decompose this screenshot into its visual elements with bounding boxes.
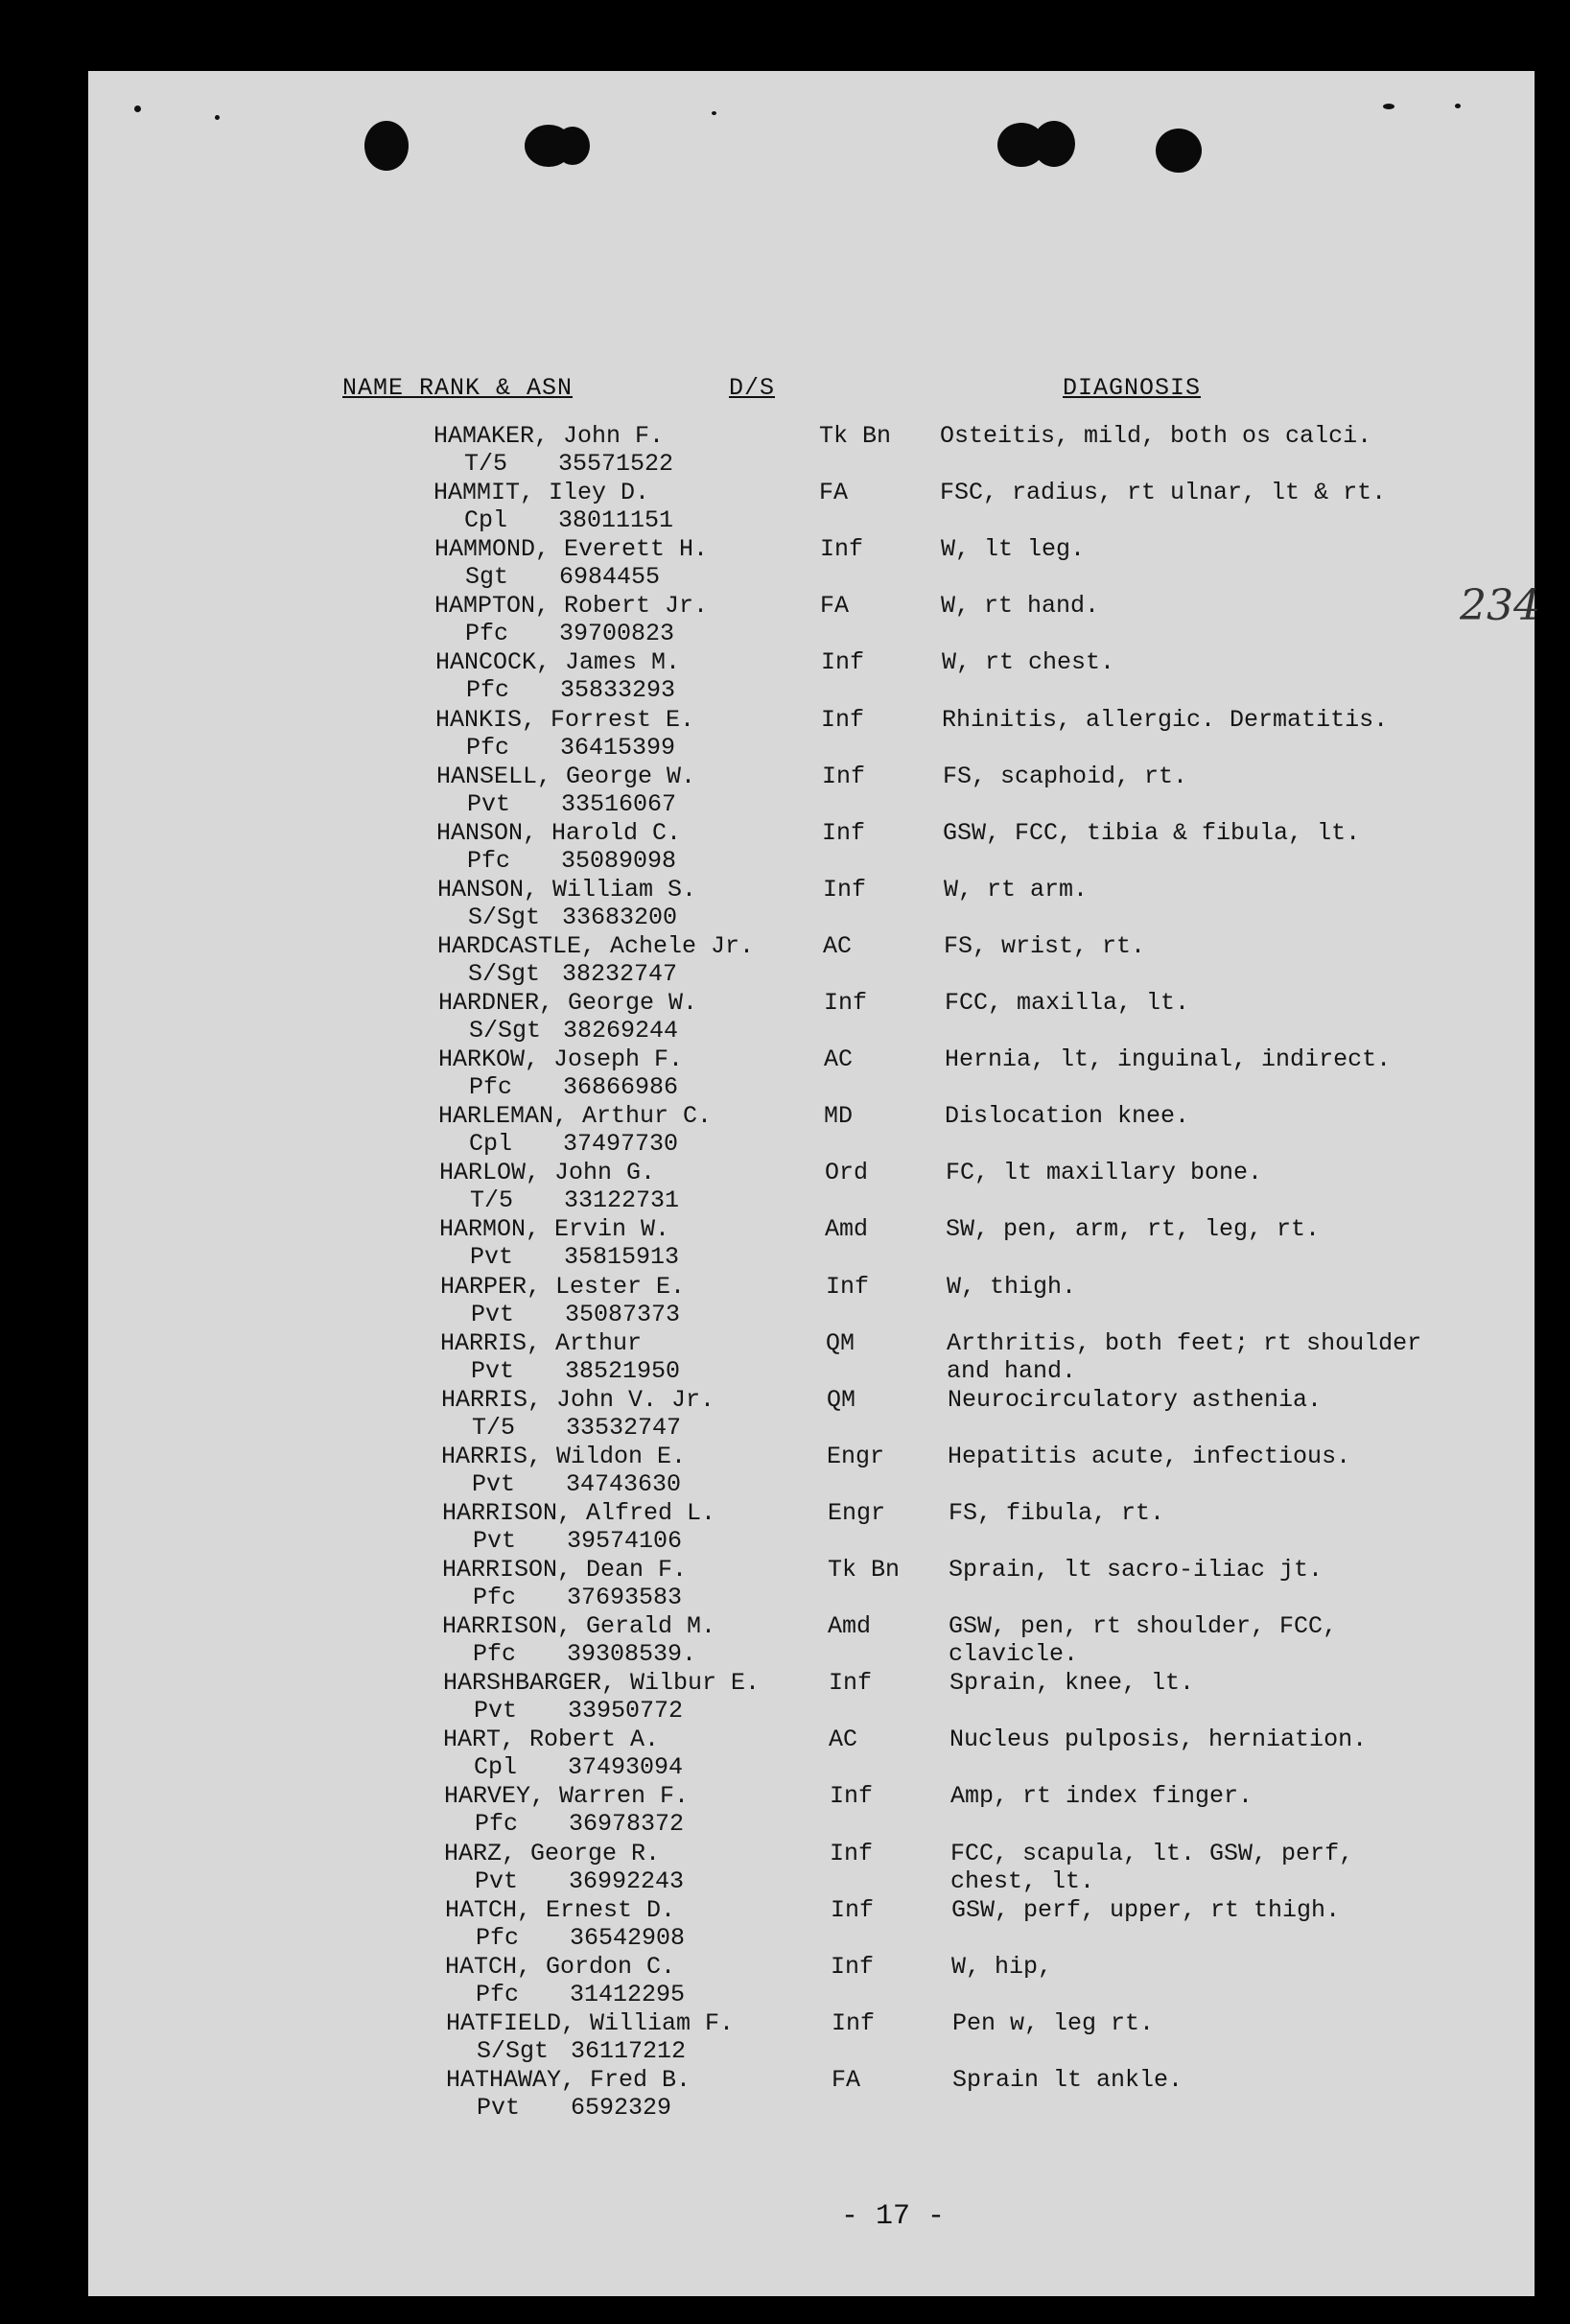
entry-asn: 33516067 (561, 790, 677, 818)
entry-rank: Pvt (475, 1867, 519, 1895)
entry-ds: Inf (820, 535, 864, 563)
header-diagnosis: DIAGNOSIS (1063, 374, 1202, 402)
entry-name: HANCOCK, James M. (435, 648, 681, 676)
entry-rank: Pvt (471, 1301, 515, 1328)
table-row (88, 2009, 1535, 2066)
entry-rank: T/5 (470, 1186, 514, 1214)
entry-ds: Ord (825, 1159, 869, 1186)
entry-diagnosis: Dislocation knee. (945, 1102, 1190, 1130)
table-row (88, 1273, 1535, 1329)
entry-rank: T/5 (472, 1414, 516, 1442)
entry-rank: Pvt (470, 1243, 514, 1271)
entry-asn: 35087373 (565, 1301, 681, 1328)
entry-rank: T/5 (464, 450, 508, 478)
entry-asn: 35089098 (561, 847, 677, 875)
table-row (88, 1045, 1535, 1102)
entry-diagnosis: W, rt hand. (941, 592, 1100, 620)
entry-name: HARRISON, Gerald M. (442, 1612, 716, 1640)
entry-ds: Inf (832, 2009, 876, 2037)
entry-rank: Cpl (469, 1130, 513, 1158)
table-row (88, 819, 1535, 876)
entry-rank: Pfc (469, 1073, 513, 1101)
entry-name: HATFIELD, William F. (446, 2009, 735, 2037)
entry-asn: 33683200 (562, 904, 678, 931)
entry-asn: 38011151 (558, 506, 674, 534)
entry-ds: FA (832, 2066, 861, 2094)
entry-ds: Inf (822, 763, 866, 790)
entry-diagnosis: FS, wrist, rt. (944, 932, 1146, 960)
entry-diagnosis: W, thigh. (947, 1273, 1077, 1301)
punch-hole (555, 127, 590, 165)
entry-name: HARDNER, George W. (438, 989, 698, 1017)
table-row (88, 1669, 1535, 1725)
entry-name: HAMMIT, Iley D. (434, 479, 650, 506)
entry-asn: 39308539. (567, 1640, 697, 1668)
entry-name: HATCH, Ernest D. (445, 1896, 676, 1924)
entry-asn: 36542908 (570, 1924, 686, 1952)
entry-name: HARDCASTLE, Achele Jr. (437, 932, 755, 960)
entry-diagnosis: Hernia, lt, inguinal, indirect. (945, 1045, 1392, 1073)
table-row (88, 1102, 1535, 1159)
entry-rank: Pvt (473, 1527, 517, 1555)
entry-ds: MD (824, 1102, 854, 1130)
table-row (88, 1215, 1535, 1272)
entry-diagnosis: Sprain, knee, lt. (949, 1669, 1195, 1697)
entry-diagnosis: Osteitis, mild, both os calci. (940, 422, 1372, 450)
entry-rank: Pvt (474, 1697, 518, 1725)
entry-asn: 37497730 (563, 1130, 679, 1158)
entry-name: HARRIS, Arthur (440, 1329, 643, 1357)
entry-asn: 36117212 (571, 2037, 687, 2065)
entry-name: HARRIS, Wildon E. (441, 1443, 687, 1470)
entry-diagnosis: FCC, scapula, lt. GSW, perf, chest, lt. (950, 1840, 1354, 1895)
entry-rank: Pfc (476, 1924, 520, 1952)
entry-diagnosis: Sprain, lt sacro-iliac jt. (949, 1556, 1324, 1584)
entry-rank: S/Sgt (468, 960, 541, 988)
table-row (88, 1612, 1535, 1669)
entry-asn: 37693583 (567, 1584, 683, 1611)
entry-diagnosis: FC, lt maxillary bone. (946, 1159, 1263, 1186)
entry-name: HANSELL, George W. (436, 763, 696, 790)
entry-rank: Pfc (473, 1584, 517, 1611)
entry-asn: 38269244 (563, 1017, 679, 1045)
table-row (88, 422, 1535, 479)
entry-ds: Inf (821, 648, 865, 676)
table-row (88, 1840, 1535, 1896)
entry-rank: Pfc (476, 1981, 520, 2008)
entry-name: HAMPTON, Robert Jr. (434, 592, 709, 620)
entry-diagnosis: Pen w, leg rt. (952, 2009, 1155, 2037)
entry-name: HARSHBARGER, Wilbur E. (443, 1669, 761, 1697)
entry-name: HATHAWAY, Fred B. (446, 2066, 691, 2094)
entry-rank: Pfc (473, 1640, 517, 1668)
entry-diagnosis: W, lt leg. (941, 535, 1086, 563)
entry-ds: Inf (831, 1896, 875, 1924)
entry-rank: Sgt (465, 563, 509, 591)
entry-ds: AC (829, 1725, 858, 1753)
entry-asn: 33532747 (566, 1414, 682, 1442)
header-name-rank-asn: NAME RANK & ASN (342, 374, 574, 402)
punch-hole (364, 121, 409, 171)
entry-asn: 36415399 (560, 734, 676, 762)
entry-name: HANSON, William S. (437, 876, 697, 904)
entry-name: HARRISON, Dean F. (442, 1556, 688, 1584)
entry-rank: S/Sgt (469, 1017, 542, 1045)
entry-asn: 6984455 (559, 563, 661, 591)
table-row (88, 1443, 1535, 1499)
table-row (88, 648, 1535, 705)
entry-asn: 35833293 (560, 676, 676, 704)
entry-ds: Inf (830, 1782, 874, 1810)
entry-ds: Inf (821, 706, 865, 734)
entry-name: HARRISON, Alfred L. (442, 1499, 716, 1527)
table-row (88, 932, 1535, 989)
entry-diagnosis: W, rt arm. (944, 876, 1089, 904)
table-row (88, 1329, 1535, 1386)
entry-asn: 38521950 (565, 1357, 681, 1385)
entry-ds: FA (819, 479, 849, 506)
speck (215, 115, 220, 120)
handwritten-page-number: 234 (1460, 581, 1540, 630)
speck (712, 111, 716, 115)
entry-asn: 33950772 (568, 1697, 684, 1725)
entry-diagnosis: GSW, FCC, tibia & fibula, lt. (943, 819, 1361, 847)
entry-asn: 35571522 (558, 450, 674, 478)
entry-asn: 36866986 (563, 1073, 679, 1101)
entry-name: HARLEMAN, Arthur C. (438, 1102, 713, 1130)
entry-ds: Tk Bn (819, 422, 892, 450)
table-row (88, 1386, 1535, 1443)
entry-diagnosis: Nucleus pulposis, herniation. (949, 1725, 1368, 1753)
entry-name: HANSON, Harold C. (436, 819, 682, 847)
entry-ds: FA (820, 592, 850, 620)
entry-diagnosis: Neurocirculatory asthenia. (948, 1386, 1323, 1414)
table-row (88, 2066, 1535, 2123)
entry-ds: Engr (828, 1499, 886, 1527)
entry-ds: AC (823, 932, 853, 960)
punch-hole (1156, 129, 1202, 173)
entry-name: HAMAKER, John F. (434, 422, 665, 450)
speck (1383, 104, 1394, 109)
entry-rank: S/Sgt (477, 2037, 550, 2065)
entry-name: HARRIS, John V. Jr. (441, 1386, 715, 1414)
entry-name: HART, Robert A. (443, 1725, 660, 1753)
entry-asn: 36992243 (569, 1867, 685, 1895)
document-page (88, 71, 1540, 2296)
entry-name: HARMON, Ervin W. (439, 1215, 670, 1243)
entry-asn: 6592329 (571, 2094, 672, 2122)
entry-rank: Pfc (466, 734, 510, 762)
entry-ds: Amd (828, 1612, 872, 1640)
entry-rank: Pfc (475, 1810, 519, 1838)
table-row (88, 592, 1535, 648)
entry-ds: Inf (823, 876, 867, 904)
table-row (88, 1782, 1535, 1839)
table-row (88, 763, 1535, 819)
entry-diagnosis: FCC, maxilla, lt. (945, 989, 1190, 1017)
table-row (88, 989, 1535, 1045)
punch-hole (1033, 121, 1075, 167)
table-row (88, 1159, 1535, 1215)
page-number: - 17 - (841, 2200, 946, 2233)
entry-diagnosis: GSW, pen, rt shoulder, FCC, clavicle. (949, 1612, 1338, 1668)
entry-ds: Inf (824, 989, 868, 1017)
entry-ds: AC (824, 1045, 854, 1073)
entry-name: HANKIS, Forrest E. (435, 706, 695, 734)
entry-name: HARPER, Lester E. (440, 1273, 686, 1301)
entry-rank: Pfc (465, 620, 509, 647)
speck (1455, 104, 1461, 108)
entry-ds: Engr (827, 1443, 885, 1470)
entry-name: HATCH, Gordon C. (445, 1953, 676, 1981)
table-row (88, 1953, 1535, 2009)
entry-rank: S/Sgt (468, 904, 541, 931)
entry-diagnosis: FSC, radius, rt ulnar, lt & rt. (940, 479, 1387, 506)
entry-rank: Pfc (466, 676, 510, 704)
entry-name: HAMMOND, Everett H. (434, 535, 709, 563)
entry-ds: Inf (831, 1953, 875, 1981)
entry-asn: 36978372 (569, 1810, 685, 1838)
entry-name: HARKOW, Joseph F. (438, 1045, 684, 1073)
entry-diagnosis: GSW, perf, upper, rt thigh. (951, 1896, 1341, 1924)
entry-ds: Inf (829, 1669, 873, 1697)
entry-rank: Pvt (477, 2094, 521, 2122)
entry-asn: 33122731 (564, 1186, 680, 1214)
entry-diagnosis: Arthritis, both feet; rt shoulder and hand. (947, 1329, 1422, 1385)
entry-ds: QM (827, 1386, 856, 1414)
entry-ds: Amd (825, 1215, 869, 1243)
entry-diagnosis: Amp, rt index finger. (950, 1782, 1254, 1810)
entry-diagnosis: Rhinitis, allergic. Dermatitis. (942, 706, 1389, 734)
entry-asn: 34743630 (566, 1470, 682, 1498)
entry-asn: 37493094 (568, 1753, 684, 1781)
entry-diagnosis: W, rt chest. (942, 648, 1115, 676)
entry-diagnosis: Sprain lt ankle. (952, 2066, 1183, 2094)
speck (134, 106, 141, 112)
entry-ds: Inf (830, 1840, 874, 1867)
entry-rank: Pvt (467, 790, 511, 818)
header-ds: D/S (729, 374, 776, 402)
entry-name: HARLOW, John G. (439, 1159, 656, 1186)
entry-asn: 31412295 (570, 1981, 686, 2008)
entry-ds: Inf (822, 819, 866, 847)
entry-rank: Pvt (471, 1357, 515, 1385)
entry-diagnosis: SW, pen, arm, rt, leg, rt. (946, 1215, 1321, 1243)
entry-rank: Cpl (474, 1753, 518, 1781)
table-row (88, 479, 1535, 535)
entry-rank: Pfc (467, 847, 511, 875)
entry-asn: 39700823 (559, 620, 675, 647)
entry-diagnosis: FS, fibula, rt. (949, 1499, 1165, 1527)
entry-rank: Pvt (472, 1470, 516, 1498)
table-row (88, 1499, 1535, 1556)
entry-diagnosis: FS, scaphoid, rt. (943, 763, 1188, 790)
table-row (88, 706, 1535, 763)
entry-diagnosis: W, hip, (951, 1953, 1053, 1981)
entry-name: HARVEY, Warren F. (444, 1782, 690, 1810)
entry-ds: QM (826, 1329, 855, 1357)
table-row (88, 1896, 1535, 1953)
table-row (88, 876, 1535, 932)
entry-asn: 35815913 (564, 1243, 680, 1271)
entry-name: HARZ, George R. (444, 1840, 661, 1867)
entry-ds: Tk Bn (828, 1556, 901, 1584)
table-row (88, 1725, 1535, 1782)
entry-asn: 38232747 (562, 960, 678, 988)
entry-diagnosis: Hepatitis acute, infectious. (948, 1443, 1351, 1470)
table-row (88, 1556, 1535, 1612)
entry-ds: Inf (826, 1273, 870, 1301)
entry-rank: Cpl (464, 506, 508, 534)
table-row (88, 535, 1535, 592)
entry-asn: 39574106 (567, 1527, 683, 1555)
